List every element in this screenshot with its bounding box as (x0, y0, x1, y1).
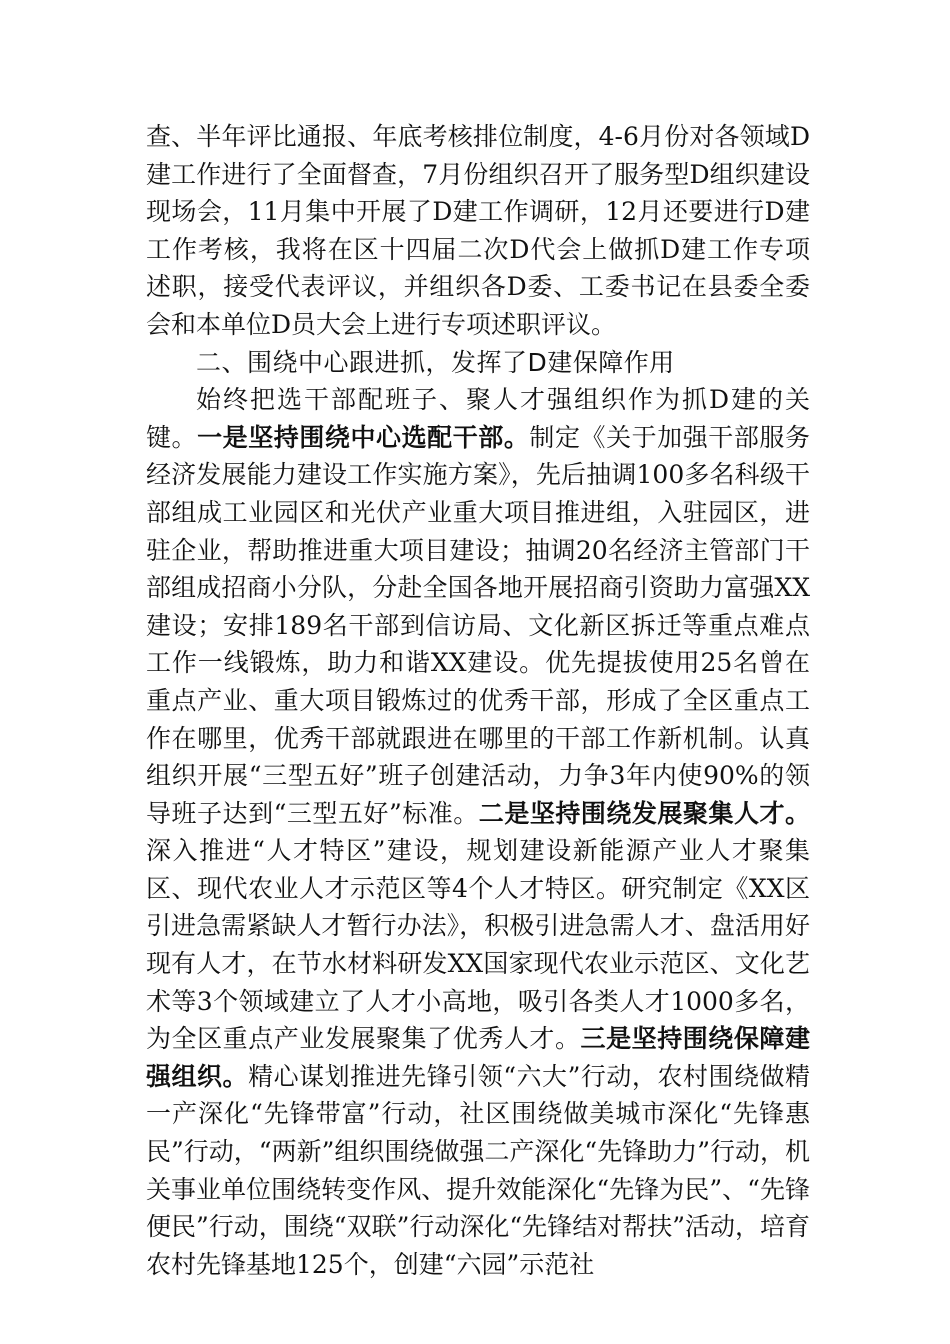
point-two-text: 深入推进“人才特区”建设，规划建设新能源产业人才聚集区、现代农业人才示范区等4个人才特区。研究制定《XX区引进急需紧缺人才暂行办法》，积极引进急需人才、盘活用好现有人才，在节水材料研发XX国家现代农业示范区、文化艺术等3个领域建立了人才小高地，吸引各类人才1000多名，为全区重点产业发展聚集了优秀人才。 (146, 836, 810, 1054)
point-three-text: 精心谋划推进先锋引领“六大”行动，农村围绕做精一产深化“先锋带富”行动，社区围绕做美城市深化“先锋惠民”行动，“两新”组织围绕做强二产深化“先锋助力”行动，机关事业单位围绕转变作风、提升效能深化“先锋为民”、“先锋便民”行动，围绕“双联”行动深化“先锋结对帮扶”活动，培育农村先锋基地125个，创建“六园”示范社 (146, 1061, 810, 1279)
paragraph-intro: 始终把选干部配班子、聚人才强组织作为抓D建的关键。 (146, 385, 810, 452)
paragraph-continuation: 查、半年评比通报、年底考核排位制度，4-6月份对各领域D建工作进行了全面督查，7月份组织召开了服务型D组织建设现场会，11月集中开展了D建工作调研，12月还要进行D建工作考核，我将在区十四届二次D代会上做抓D建工作专项述职，接受代表评议，并组织各D委、工委书记在县委全委会和本单位D员大会上进行专项述职评议。 (146, 122, 810, 339)
paragraph-section-two (146, 381, 810, 1283)
section-heading: 二、围绕中心跟进抓，发挥了D建保障作用 (196, 347, 675, 377)
point-one-text: 制定《关于加强干部服务经济发展能力建设工作实施方案》，先后抽调100多名科级干部组成工业园区和光伏产业重大项目推进组，入驻园区，进驻企业，帮助推进重大项目建设；抽调20名经济主管部门干部组成招商小分队，分赴全国各地开展招商引资助力富强XX建设；安排189名干部到信访局、文化新区拆迁等重点难点工作一线锻炼，助力和谐XX建设。优先提拔使用25名曾在重点产业、重大项目锻炼过的优秀干部，形成了全区重点工作在哪里，优秀干部就跟进在哪里的干部工作新机制。认真组织开展“三型五好”班子创建活动，力争3年内使90%的领导班子达到“三型五好”标准。 (146, 422, 810, 828)
point-two-title: 二是坚持围绕发展聚集人才。 (478, 798, 810, 828)
point-three-title: 三是坚持围绕保障建强组织。 (146, 1024, 810, 1091)
document-body (146, 118, 810, 1283)
point-one-title: 一是坚持围绕中心选配干部。 (197, 422, 530, 452)
